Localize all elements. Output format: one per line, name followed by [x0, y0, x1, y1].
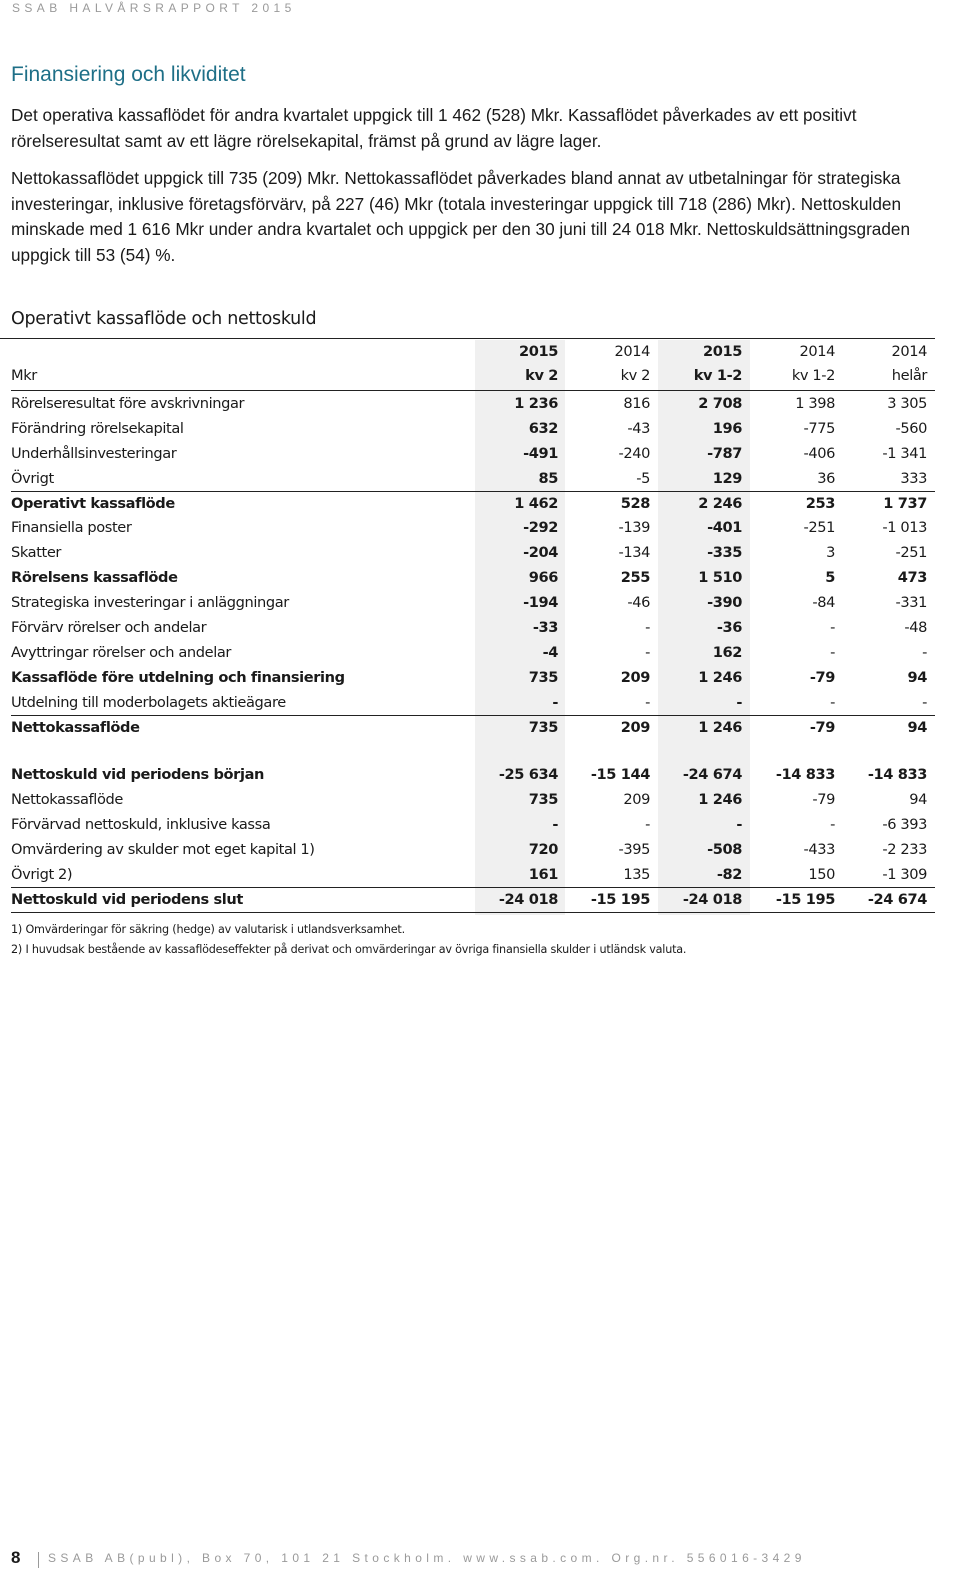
row-value: 162 — [712, 643, 742, 661]
row-value: 94 — [907, 718, 927, 736]
table-title-rule — [0, 338, 935, 339]
row-value: 94 — [909, 791, 927, 809]
row-value: 1 398 — [795, 395, 835, 412]
row-value: -4 — [542, 643, 558, 661]
row-label: Rörelseresultat före avskrivningar — [11, 395, 245, 412]
table-header-periods — [11, 364, 935, 388]
row-value: -24 674 — [682, 766, 742, 784]
report-header: SSAB HALVÅRSRAPPORT 2015 — [12, 1, 296, 15]
row-value: 333 — [900, 469, 927, 487]
header-period: kv 2 — [620, 367, 650, 384]
row-value: 85 — [538, 469, 558, 487]
row-value: 528 — [620, 494, 650, 512]
row-value: 2 246 — [698, 494, 742, 512]
row-value: - — [922, 643, 927, 661]
row-value: 129 — [712, 469, 742, 487]
row-value: -15 195 — [775, 890, 835, 908]
row-label: Skatter — [11, 544, 62, 562]
table-row — [11, 591, 935, 616]
row-value: 1 246 — [698, 668, 742, 686]
row-value: -43 — [627, 419, 650, 437]
row-label: Underhållsinvesteringar — [11, 444, 177, 462]
row-value: -240 — [618, 444, 650, 462]
row-label: Rörelsens kassaflöde — [11, 569, 178, 587]
table-row — [11, 813, 935, 838]
row-value: 632 — [528, 419, 558, 437]
header-period: helår — [891, 367, 927, 384]
row-rule — [11, 912, 935, 913]
table-row — [11, 691, 935, 716]
row-value: - — [736, 816, 742, 834]
row-value: - — [736, 693, 742, 711]
row-value: -24 018 — [498, 890, 558, 908]
header-period: kv 2 — [525, 367, 558, 384]
header-year: 2015 — [702, 343, 742, 360]
header-year: 2014 — [799, 343, 835, 360]
row-value: 1 462 — [514, 494, 558, 512]
row-value: -508 — [707, 841, 742, 859]
table-row — [11, 666, 935, 691]
row-value: -1 013 — [882, 519, 927, 537]
row-value: -560 — [895, 419, 927, 437]
table-row — [11, 467, 935, 492]
row-value: 735 — [528, 791, 558, 809]
row-value: -194 — [523, 594, 558, 612]
page-number: 8 — [11, 1548, 21, 1567]
row-value: -204 — [523, 544, 558, 562]
row-value: -79 — [809, 718, 835, 736]
row-value: 966 — [528, 569, 558, 587]
row-value: 135 — [623, 866, 650, 884]
row-value: 255 — [620, 569, 650, 587]
table-row — [11, 442, 935, 467]
row-value: -251 — [895, 544, 927, 562]
row-value: -82 — [716, 866, 742, 884]
row-value: - — [645, 619, 650, 637]
row-value: 735 — [528, 718, 558, 736]
row-label: Nettokassaflöde — [11, 718, 140, 736]
row-value: -24 674 — [867, 890, 927, 908]
header-year: 2015 — [518, 343, 558, 360]
footnote-1: 1) Omvärderingar för säkring (hedge) av valutarisk i utlandsverksamhet. — [11, 923, 405, 936]
row-value: - — [645, 816, 650, 834]
paragraph-operating-cashflow: Det operativa kassaflödet för andra kvartalet uppgick till 1 462 (528) Mkr. Kassaflödet påverkades av ett positivt rörelseresultat samt av ett lägre rörelsekapital, främst på grund av lägre lager. — [11, 105, 857, 151]
row-value: 1 737 — [883, 494, 927, 512]
row-value: 253 — [805, 494, 835, 512]
row-label: Förändring rörelsekapital — [11, 419, 184, 437]
row-label: Nettokassaflöde — [11, 791, 123, 809]
row-label: Nettoskuld vid periodens slut — [11, 890, 243, 908]
row-value: -15 195 — [590, 890, 650, 908]
row-value: - — [922, 693, 927, 711]
table-row — [11, 392, 935, 417]
row-value: -84 — [812, 594, 835, 612]
row-value: -335 — [707, 544, 742, 562]
table-row — [11, 541, 935, 566]
row-value: 150 — [808, 866, 835, 884]
row-value: -33 — [532, 619, 558, 637]
row-label: Förvärv rörelser och andelar — [11, 619, 207, 637]
row-value: -491 — [523, 444, 558, 462]
row-value: -2 233 — [882, 841, 927, 859]
row-value: -79 — [809, 668, 835, 686]
row-label: Övrigt 2) — [11, 866, 73, 884]
row-value: 473 — [897, 569, 927, 587]
row-value: - — [552, 816, 558, 834]
row-value: - — [645, 693, 650, 711]
row-label: Kassaflöde före utdelning och finansiering — [11, 668, 345, 686]
table-row — [11, 566, 935, 591]
row-value: 209 — [620, 668, 650, 686]
row-value: -401 — [707, 519, 742, 537]
row-label: Utdelning till moderbolagets aktieägare — [11, 693, 286, 711]
row-value: - — [830, 619, 835, 637]
header-period: kv 1-2 — [791, 367, 835, 384]
row-value: 3 — [826, 544, 835, 562]
row-value: -15 144 — [590, 766, 650, 784]
table-row — [11, 838, 935, 863]
cashflow-table — [11, 340, 935, 913]
row-value: -775 — [803, 419, 835, 437]
row-value: -14 833 — [775, 766, 835, 784]
row-label: Övrigt — [11, 469, 54, 487]
row-value: -787 — [707, 444, 742, 462]
row-value: -14 833 — [867, 766, 927, 784]
table-row — [11, 716, 935, 741]
footer-address: SSAB AB(publ), Box 70, 101 21 Stockholm. www.ssab.com. Org.nr. 556016-3429 — [48, 1551, 806, 1565]
table-row — [11, 641, 935, 666]
paragraph-net-cashflow: Nettokassaflödet uppgick till 735 (209) Mkr. Nettokassaflödet påverkades bland annat av utbetalningar för strategiska investeringar, inklusive företagsförvärv, på 227 (46) Mkr (totala investeringar uppgick till 718 (286) Mkr). Nettoskulden minskade med 1 616 Mkr under andra kvartalet och uppgick per den 30 juni till 24 018 Mkr. Nettoskuldsättningsgraden uppgick till 53 (54) %. — [11, 168, 911, 265]
table-row — [11, 888, 935, 913]
row-value: 1 510 — [698, 569, 742, 587]
row-value: -36 — [716, 619, 742, 637]
row-value: -1 341 — [882, 444, 927, 462]
row-value: -46 — [627, 594, 650, 612]
row-value: -134 — [618, 544, 650, 562]
row-label: Finansiella poster — [11, 519, 132, 537]
row-value: -406 — [803, 444, 835, 462]
row-value: - — [830, 643, 835, 661]
header-rule — [11, 390, 935, 391]
row-value: -390 — [707, 594, 742, 612]
row-value: -25 634 — [498, 766, 558, 784]
header-year: 2014 — [614, 343, 650, 360]
table-row — [11, 788, 935, 813]
row-value: -1 309 — [882, 866, 927, 884]
row-value: -433 — [803, 841, 835, 859]
row-value: -292 — [523, 519, 558, 537]
row-value: 2 708 — [698, 395, 742, 412]
table-row — [11, 492, 935, 517]
row-value: 735 — [528, 668, 558, 686]
row-value: -79 — [812, 791, 835, 809]
row-value: -24 018 — [682, 890, 742, 908]
row-value: 1 246 — [698, 791, 742, 809]
row-value: 1 246 — [698, 718, 742, 736]
row-value: 720 — [528, 841, 558, 859]
row-value: 94 — [907, 668, 927, 686]
row-value: 816 — [623, 395, 650, 412]
row-value: 36 — [817, 469, 835, 487]
row-value: -6 393 — [882, 816, 927, 834]
header-year: 2014 — [891, 343, 927, 360]
table-row — [11, 417, 935, 442]
footer-divider — [38, 1552, 39, 1568]
row-label: Nettoskuld vid periodens början — [11, 766, 265, 784]
table-row — [11, 616, 935, 641]
row-value: - — [645, 643, 650, 661]
row-label: Operativt kassaflöde — [11, 494, 175, 512]
row-value: - — [552, 693, 558, 711]
unit-label: Mkr — [11, 367, 37, 384]
footnote-2: 2) I huvudsak bestående av kassaflödeseffekter på derivat och omvärderingar av övriga finansiella skulder i utländsk valuta. — [11, 943, 687, 956]
row-label: Omvärdering av skulder mot eget kapital 1) — [11, 841, 315, 859]
row-label: Strategiska investeringar i anläggningar — [11, 594, 289, 612]
table-body-netdebt — [11, 763, 935, 912]
row-value: 5 — [825, 569, 835, 587]
row-value: - — [830, 693, 835, 711]
row-value: -48 — [904, 619, 927, 637]
row-value: -5 — [636, 469, 650, 487]
row-value: 161 — [528, 866, 558, 884]
table-row — [11, 763, 935, 788]
table-row — [11, 516, 935, 541]
row-value: -395 — [618, 841, 650, 859]
row-value: 209 — [623, 791, 650, 809]
table-title: Operativt kassaflöde och nettoskuld — [11, 309, 317, 329]
section-title: Finansiering och likviditet — [11, 63, 246, 86]
row-value: -331 — [895, 594, 927, 612]
row-value: 1 236 — [514, 395, 558, 412]
row-label: Avyttringar rörelser och andelar — [11, 643, 232, 661]
row-value: -139 — [618, 519, 650, 537]
row-value: 196 — [712, 419, 742, 437]
header-period: kv 1-2 — [693, 367, 742, 384]
row-value: 3 305 — [887, 395, 927, 412]
table-row — [11, 863, 935, 888]
row-value: 209 — [620, 718, 650, 736]
table-header-years — [11, 340, 935, 364]
row-label: Förvärvad nettoskuld, inklusive kassa — [11, 816, 271, 834]
table-body-cashflow — [11, 392, 935, 740]
row-value: - — [830, 816, 835, 834]
row-value: -251 — [803, 519, 835, 537]
